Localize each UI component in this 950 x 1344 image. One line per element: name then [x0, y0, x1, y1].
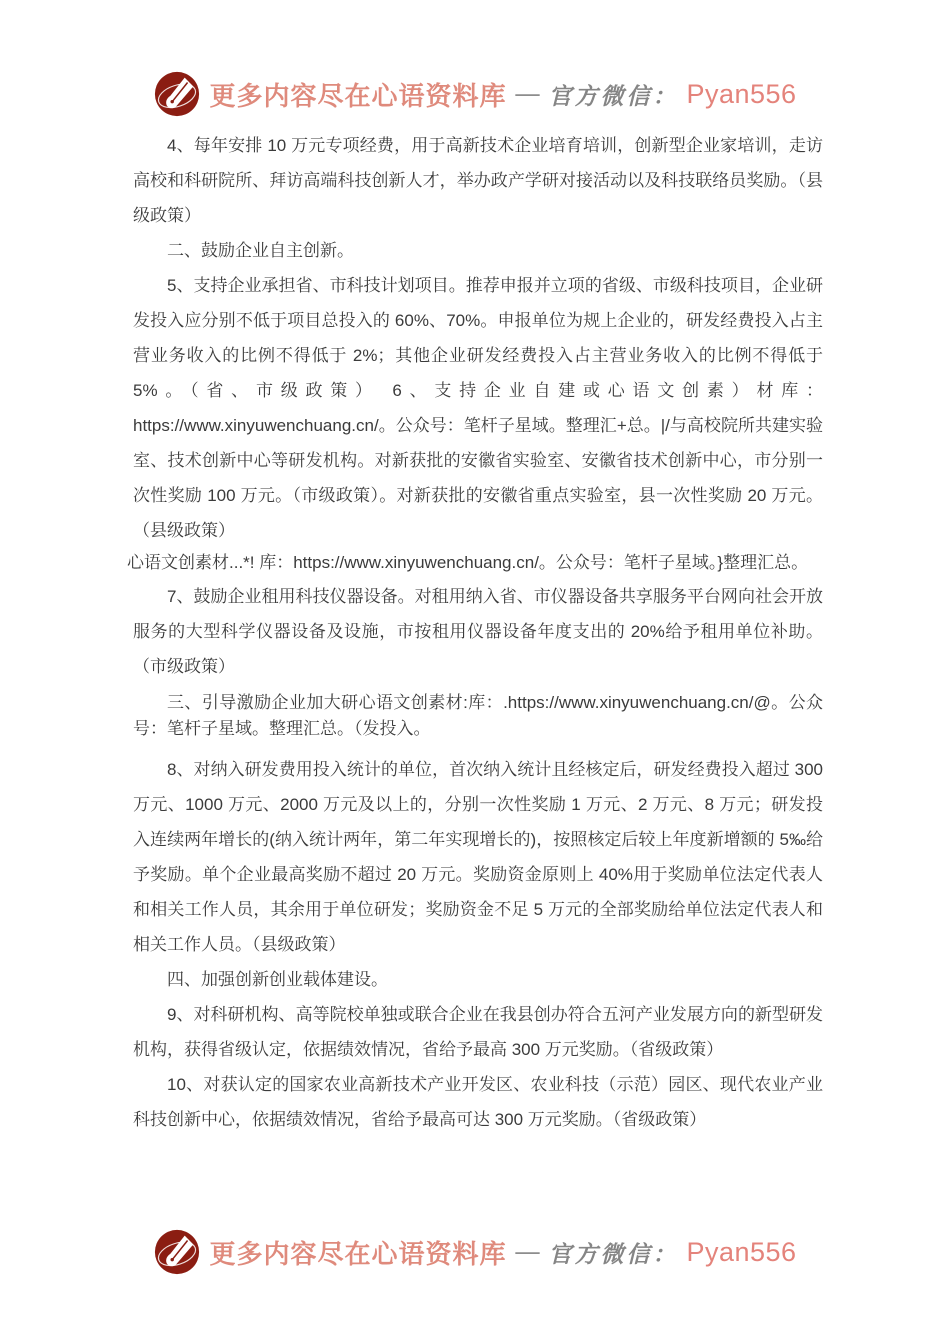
paragraph-item-8: 8、对纳入研发费用投入统计的单位，首次纳入统计且经核定后，研发经费投入超过 300 万元、1000 万元、2000 万元及以上的，分别一次性奖励 1 万元、2 万元、8 万元；研发投入连续两年增长的(纳入统计两年，第二年实现增长的)，按照核定后较上年度新增额的 5‰给予奖励。单个企业最高奖励不超过 20 万元。奖励资金原则上 40%用于奖励单位法定代表人和相关工作人员，其余用于单位研发；奖励资金不足 5 万元的全部奖励给单位法定代表人和相关工作人员。（县级政策）	[133, 760, 823, 954]
watermark-wechat-account: Pyan556	[686, 78, 797, 109]
paragraph-item-9: 9、对科研机构、高等院校单独或联合企业在我县创办符合五河产业发展方向的新型研发机构，获得省级认定，依据绩效情况，省给予最高 300 万元奖励。（省级政策）	[133, 1005, 823, 1059]
pen-logo-icon	[153, 1228, 201, 1276]
watermark-library-text: 更多内容尽在心语资料库	[209, 81, 507, 111]
watermark-separator: —	[515, 1238, 540, 1265]
watermark-separator: —	[515, 80, 540, 107]
paragraph-section-3: 三、引导激励企业加大研心语文创素材:库：.https://www.xinyuwenchuang.cn/@。公众号：笔杆子星域。整理汇总。（发投入。	[133, 693, 823, 738]
paragraph-item-4: 4、每年安排 10 万元专项经费，用于高新技术企业培育培训，创新型企业家培训，走访高校和科研院所、拜访高端科技创新人才，举办政产学研对接活动以及科技联络员奖励。（县级政策）	[133, 136, 823, 225]
document-body	[127, 128, 823, 1137]
watermark-library-text: 更多内容尽在心语资料库	[209, 1239, 507, 1269]
watermark-bottom	[0, 1228, 950, 1276]
paragraph-item-10: 10、对获认定的国家农业高新技术产业开发区、农业科技（示范）园区、现代农业产业科技创新中心，依据绩效情况，省给予最高可达 300 万元奖励。（省级政策）	[133, 1075, 823, 1129]
watermark-wechat-label: 官方微信：	[548, 1241, 679, 1267]
pen-logo-icon	[153, 70, 201, 118]
paragraph-watermark-line: 心语文创素材...*! 库：https://www.xinyuwenchuang.cn/。公众号：笔杆子星域。}整理汇总。	[127, 553, 809, 572]
watermark-wechat-label: 官方微信：	[548, 83, 679, 109]
paragraph-item-5-6: 5、支持企业承担省、市科技计划项目。推荐申报并立项的省级、市级科技项目，企业研发投入应分别不低于项目总投入的 60%、70%。申报单位为规上企业的，研发经费投入占主营业务收入的比例不得低于 2%；其他企业研发经费投入占主营业务收入的比例不得低于 5%。（省、市级政策） 6、支持企业自建或心语文创素）材库：https://www.xinyuwenchuang.cn/。公众号：笔杆子星域。整理汇+总。|/与高校院所共建实验室、技术创新中心等研发机构。对新获批的安徽省实验室、安徽省技术创新中心，市分别一次性奖励 100 万元。（市级政策）。对新获批的安徽省重点实验室，县一次性奖励 20 万元。（县级政策）	[133, 276, 823, 540]
paragraph-item-7: 7、鼓励企业租用科技仪器设备。对租用纳入省、市仪器设备共享服务平台网向社会开放服务的大型科学仪器设备及设施，市按租用仪器设备年度支出的 20%给予租用单位补助。（市级政策）	[133, 587, 823, 676]
paragraph-section-4: 四、加强创新创业载体建设。	[167, 970, 388, 989]
watermark-wechat-account: Pyan556	[686, 1236, 797, 1267]
paragraph-section-2: 二、鼓励企业自主创新。	[167, 241, 354, 260]
watermark-top	[0, 70, 950, 118]
